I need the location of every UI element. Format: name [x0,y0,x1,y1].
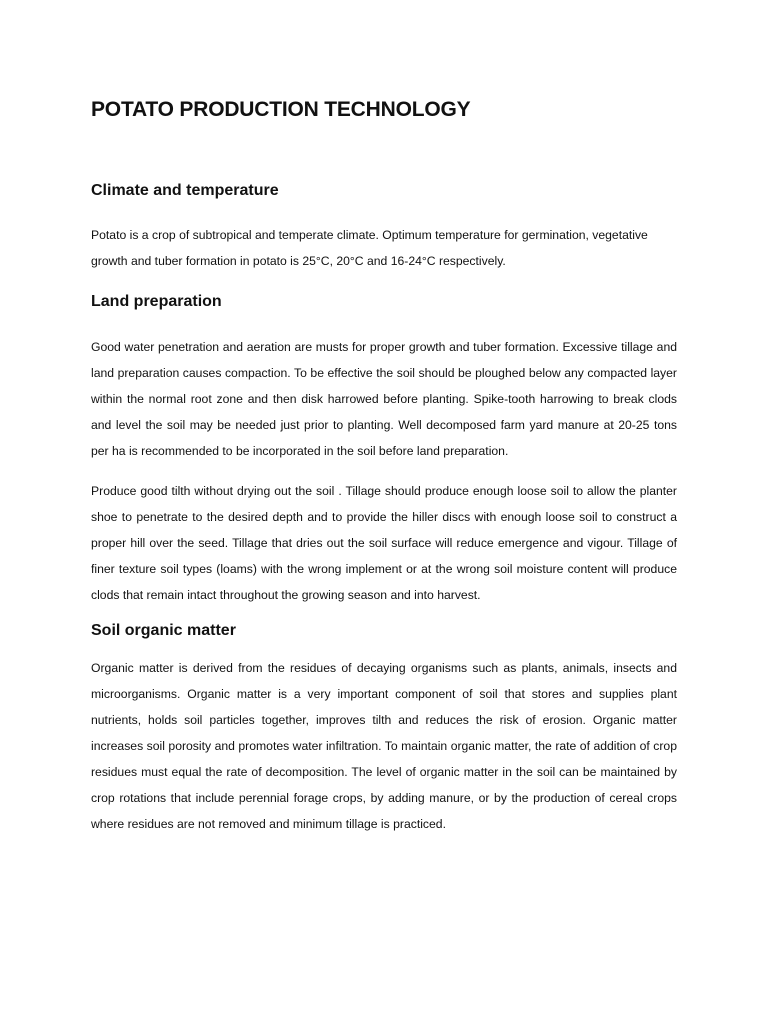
paragraph-land-preparation-2: Produce good tilth without drying out the soil . Tillage should produce enough loose soil to allow the planter shoe to penetrate to the desired depth and to provide the hiller discs with enough loose soil to construct a proper hill over the seed. Tillage that dries out the soil surface will reduce emergence and vigour. Tillage of finer texture soil types (loams) with the wrong implement or at the wrong soil moisture content will produce clods that remain intact throughout the growing season and into harvest. [91,484,677,602]
section-heading-soil-organic-matter: Soil organic matter [91,622,236,639]
section-heading-land-preparation: Land preparation [91,293,222,310]
paragraph-climate: Potato is a crop of subtropical and temperate climate. Optimum temperature for germination, vegetative growth and tuber formation in potato is 25°C, 20°C and 16-24°C respectively. [91,228,648,268]
paragraph-land-preparation-1: Good water penetration and aeration are musts for proper growth and tuber formation. Excessive tillage and land preparation causes compaction. To be effective the soil should be ploughed below any compacted layer within the normal root zone and then disk harrowed before planting. Spike-tooth harrowing to break clods and level the soil may be needed just prior to planting. Well decomposed farm yard manure at 20-25 tons per ha is recommended to be incorporated in the soil before land preparation. [91,340,677,458]
document-body [91,96,677,837]
paragraph-soil-organic-matter: Organic matter is derived from the residues of decaying organisms such as plants, animals, insects and microorganisms. Organic matter is a very important component of soil that stores and supplies plant nutrients, holds soil particles together, improves tilth and reduces the risk of erosion. Organic matter increases soil porosity and promotes water infiltration. To maintain organic matter, the rate of addition of crop residues must equal the rate of decomposition. The level of organic matter in the soil can be maintained by crop rotations that include perennial forage crops, by adding manure, or by the production of cereal crops where residues are not removed and minimum tillage is practiced. [91,661,677,831]
section-heading-climate: Climate and temperature [91,182,279,199]
page-title: POTATO PRODUCTION TECHNOLOGY [91,98,471,121]
